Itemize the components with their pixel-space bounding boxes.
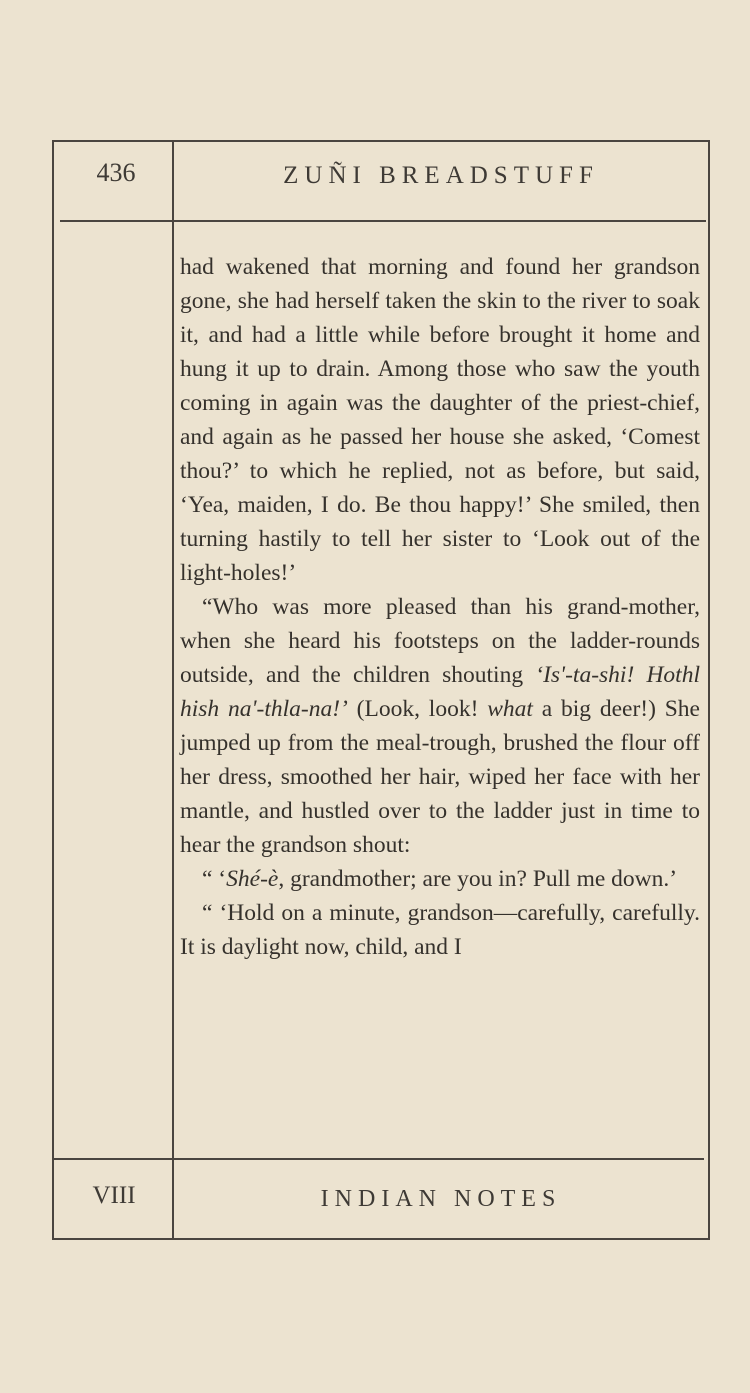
text-segment: “ ‘	[202, 866, 227, 892]
zuni-phrase: ‘Is'-ta-shi! Hothl hish na'-thla-na!’	[180, 662, 700, 722]
text-segment: a big deer!) She jumped up from the meal-trough, brushed the flour off her dress, smoothed her hair, wiped her face with her mantle, and hustled over to the ladder just in time to hear the grandson shout:	[180, 696, 700, 858]
text-segment: (Look, look!	[347, 696, 488, 722]
zuni-phrase: Shé-è	[226, 866, 279, 892]
paragraph	[180, 590, 700, 862]
volume-number: VIII	[92, 1182, 136, 1209]
emphasis: what	[487, 696, 533, 722]
text-segment: , grandmother; are you in? Pull me down.’	[278, 866, 678, 892]
running-head: ZUÑI BREADSTUFF	[283, 162, 599, 189]
header-rule	[60, 220, 706, 222]
margin-divider	[172, 140, 174, 1240]
series-title: INDIAN NOTES	[320, 1186, 562, 1212]
text-segment: “ ‘Hold on a minute, grandson—carefully, carefully. It is daylight now, child, and I	[180, 900, 700, 960]
footer-rule	[52, 1158, 704, 1160]
paragraph	[180, 862, 700, 896]
body-text	[180, 250, 700, 964]
text-segment: had wakened that morning and found her grandson gone, she had herself taken the skin to the river to soak it, and had a little while before brought it home and hung it up to drain. Among those who saw the youth coming in again was the daughter of the priest-chief, and again as he passed her house she asked, ‘Comest thou?’ to which he replied, not as before, but said, ‘Yea, maiden, I do. Be thou happy!’ She smiled, then turning hastily to tell her sister to ‘Look out of the light-holes!’	[180, 254, 700, 586]
text-segment: “Who was more pleased than his grand-mother, when she heard his footsteps on the ladder-rounds outside, and the children shouting	[180, 594, 700, 688]
paragraph	[180, 250, 700, 590]
paragraph	[180, 896, 700, 964]
page-number: 436	[96, 158, 136, 187]
